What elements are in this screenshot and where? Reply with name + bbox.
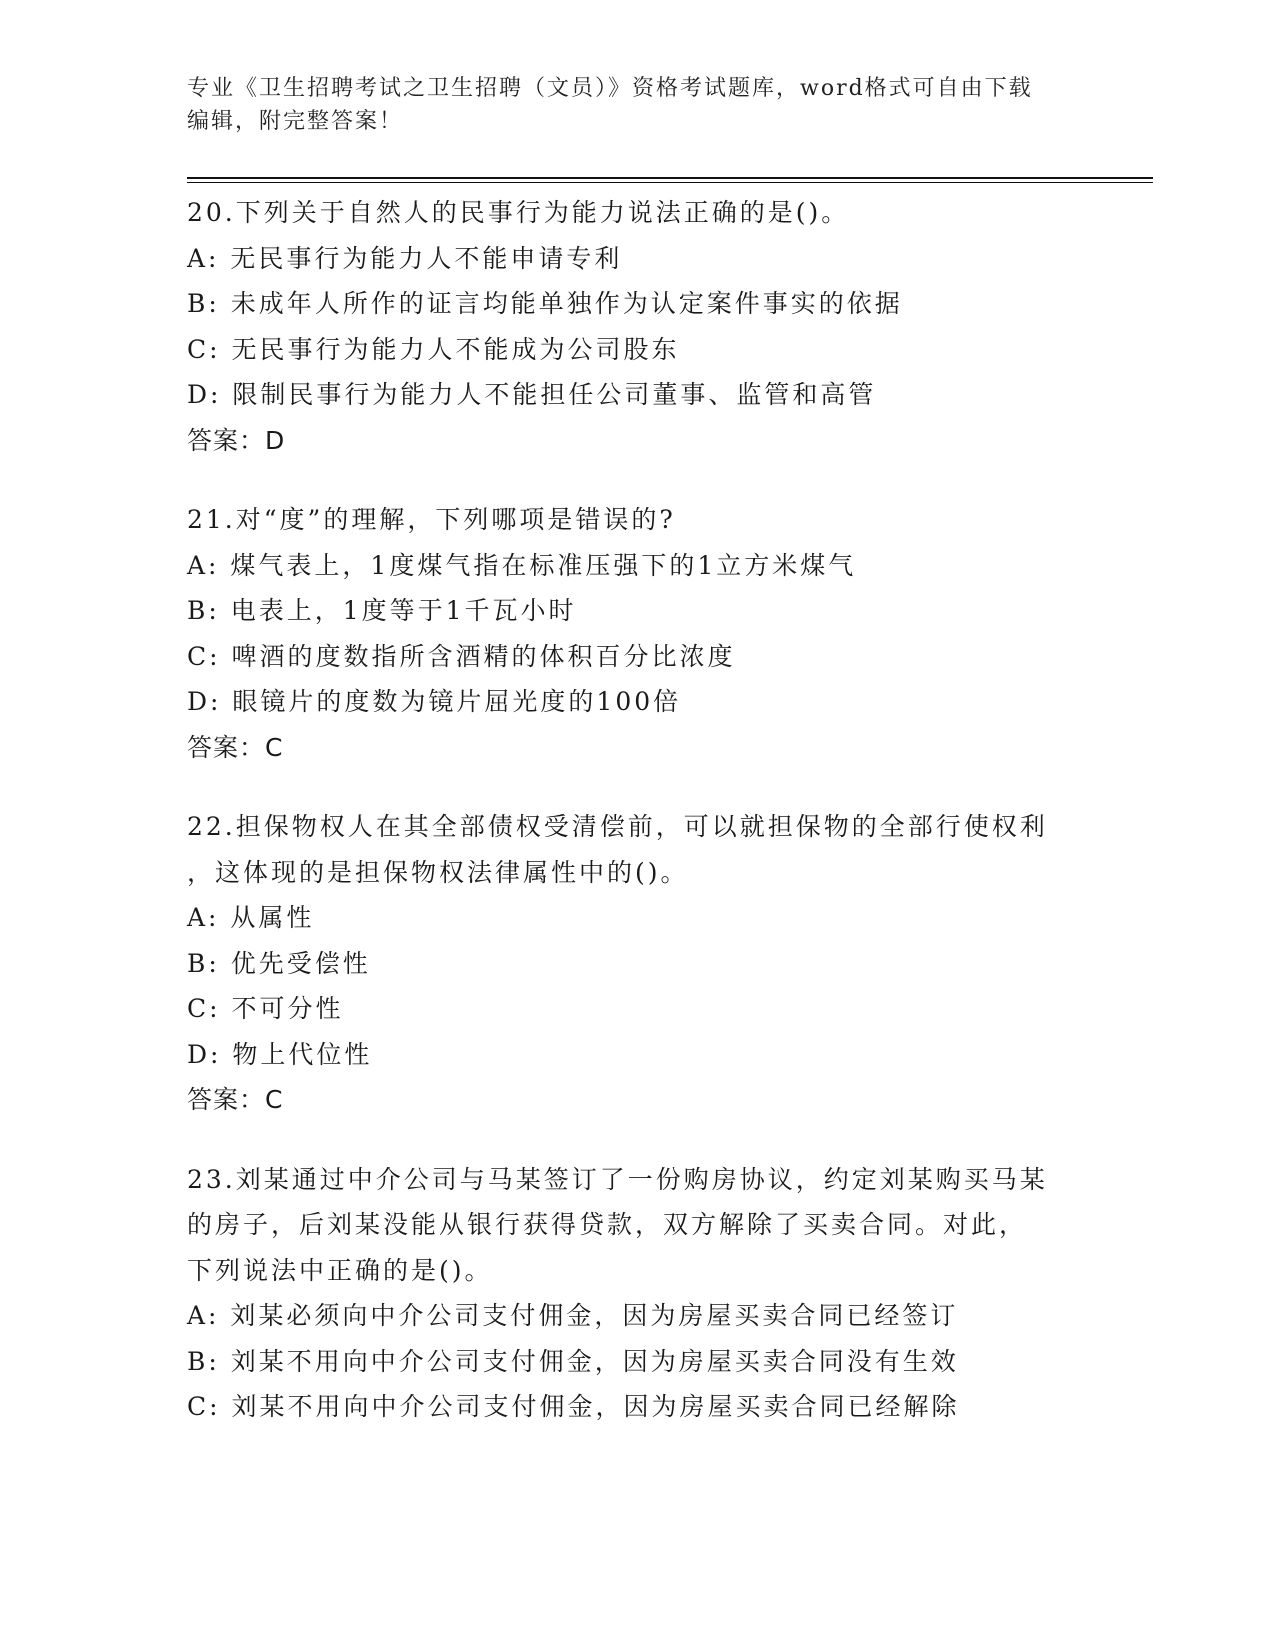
option-c: C: 无民事行为能力人不能成为公司股东 [187,334,680,364]
answer-label: 答案：D [187,425,286,455]
option-c: C: 不可分性 [187,994,344,1023]
answer-label: 答案：C [187,732,284,762]
question-list [187,190,1087,1464]
option-d: D: 眼镜片的度数为镜片屈光度的100倍 [187,687,682,716]
question-item [187,497,1087,770]
option-d: D: 限制民事行为能力人不能担任公司董事、监管和高管 [187,380,877,409]
question-text-line-2: ，这体现的是担保物权法律属性中的()。 [187,857,689,887]
option-c: C: 啤酒的度数指所含酒精的体积百分比浓度 [187,641,736,671]
option-a: A: 无民事行为能力人不能申请专利 [187,243,623,273]
option-b: B: 优先受偿性 [187,948,371,978]
header-line-2: 编辑，附完整答案！ [187,109,404,134]
option-a: A: 煤气表上，1度煤气指在标准压强下的1立方米煤气 [187,550,857,580]
option-d: D: 物上代位性 [187,1039,373,1069]
question-item [187,190,1087,463]
question-text-line-1: 23.刘某通过中介公司与马某签订了一份购房协议，约定刘某购买马某 [187,1164,1048,1194]
header-divider-thick [187,177,1153,179]
option-b: B: 刘某不用向中介公司支付佣金，因为房屋买卖合同没有生效 [187,1346,959,1376]
header-divider-thin [187,182,1153,183]
question-text-line-2: 的房子，后刘某没能从银行获得贷款，双方解除了买卖合同。对此， [187,1210,1028,1239]
header-line-1: 专业《卫生招聘考试之卫生招聘（文员）》资格考试题库，word格式可自由下载 [187,76,1033,101]
question-item [187,1157,1087,1430]
option-a: A: 刘某必须向中介公司支付佣金，因为房屋买卖合同已经签订 [187,1301,959,1330]
option-c: C: 刘某不用向中介公司支付佣金，因为房屋买卖合同已经解除 [187,1392,960,1421]
question-text-line-3: 下列说法中正确的是()。 [187,1255,493,1285]
question-text-line-1: 22.担保物权人在其全部债权受清偿前，可以就担保物的全部行使权利 [187,812,1048,841]
option-a: A: 从属性 [187,903,315,932]
question-text: 21.对“度”的理解，下列哪项是错误的? [187,505,676,534]
question-text: 20.下列关于自然人的民事行为能力说法正确的是()。 [187,198,850,227]
answer-label: 答案：C [187,1085,284,1114]
option-b: B: 电表上，1度等于1千瓦小时 [187,596,577,625]
option-b: B: 未成年人所作的证言均能单独作为认定案件事实的依据 [187,289,903,318]
question-item [187,804,1087,1123]
document-header [187,72,1067,138]
